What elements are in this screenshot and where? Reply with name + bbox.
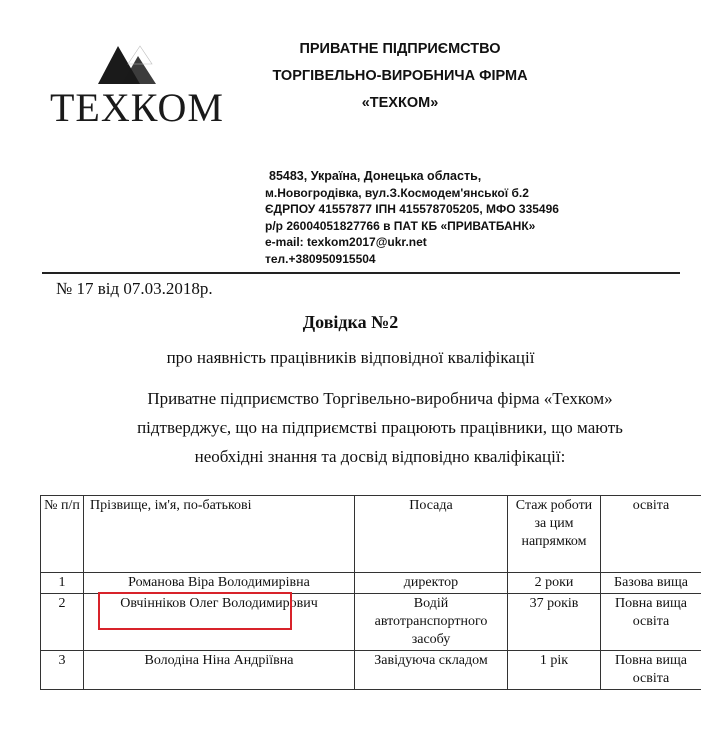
company-name: «ТЕХКОМ»: [361, 95, 439, 111]
table-header-row: [41, 496, 701, 573]
document-subtitle: про наявність працівників відповідної кваліфікації: [166, 348, 535, 367]
document-title: Довідка №2: [302, 312, 399, 332]
mountain-logo-icon: [98, 44, 170, 84]
bank-account: р/р 26004051827766 в ПАТ КБ «ПРИВАТБАНК»: [265, 218, 536, 233]
table-row: [41, 594, 701, 651]
logo-text: ТЕХКОМ: [50, 85, 224, 130]
company-header: [250, 36, 550, 117]
phone: тел.+380950915504: [265, 251, 376, 266]
body-paragraph: [60, 384, 700, 471]
body-line-2: підтверджує, що на підприємстві працюють працівники, що мають: [137, 418, 623, 437]
header-education: освіта: [601, 496, 701, 573]
header-name: Прізвище, ім'я, по-батькові: [84, 496, 355, 573]
table-row: [41, 573, 701, 594]
row-position: директор: [355, 573, 508, 594]
email: e-mail: texkom2017@ukr.net: [265, 235, 427, 249]
staff-table: [40, 495, 701, 690]
header-experience: Стаж роботи за цим напрямком: [508, 496, 601, 573]
row-name: Овчінніков Олег Володимирович: [84, 594, 355, 651]
header-position: Посада: [355, 496, 508, 573]
row-education: Повна вища освіта: [601, 651, 701, 690]
body-line-1: Приватне підприємство Торгівельно-виробнича фірма «Техком»: [147, 389, 613, 408]
row-name: Володіна Ніна Андріївна: [84, 651, 355, 690]
row-position: Завідуюча складом: [355, 651, 508, 690]
row-experience: 37 років: [508, 594, 601, 651]
row-name: Романова Віра Володимирівна: [84, 573, 355, 594]
row-education: Базова вища: [601, 573, 701, 594]
row-experience: 2 роки: [508, 573, 601, 594]
document-number: № 17 від 07.03.2018р.: [56, 279, 213, 298]
row-experience: 1 рік: [508, 651, 601, 690]
table-row: [41, 651, 701, 690]
row-num: 3: [41, 651, 84, 690]
company-type: ПРИВАТНЕ ПІДПРИЄМСТВО: [299, 41, 501, 57]
row-position: Водій автотранспортного засобу: [355, 594, 508, 651]
body-line-3: необхідні знання та досвід відповідно кваліфікації:: [194, 447, 566, 466]
contact-details: [265, 168, 685, 267]
company-activity: ТОРГІВЕЛЬНО-ВИРОБНИЧА ФІРМА: [272, 68, 528, 84]
row-num: 2: [41, 594, 84, 651]
company-logo: [50, 44, 224, 130]
address-line-1: 85483, Україна, Донецька область,: [269, 169, 482, 183]
address-line-2: м.Новогродівка, вул.З.Космодем'янської б.2: [265, 185, 529, 200]
header-num: № п/п: [41, 496, 84, 573]
row-num: 1: [41, 573, 84, 594]
registration-codes: ЄДРПОУ 41557877 ІПН 415578705205, МФО 335496: [265, 202, 559, 216]
row-education: Повна вища освіта: [601, 594, 701, 651]
header-divider: [42, 272, 680, 274]
